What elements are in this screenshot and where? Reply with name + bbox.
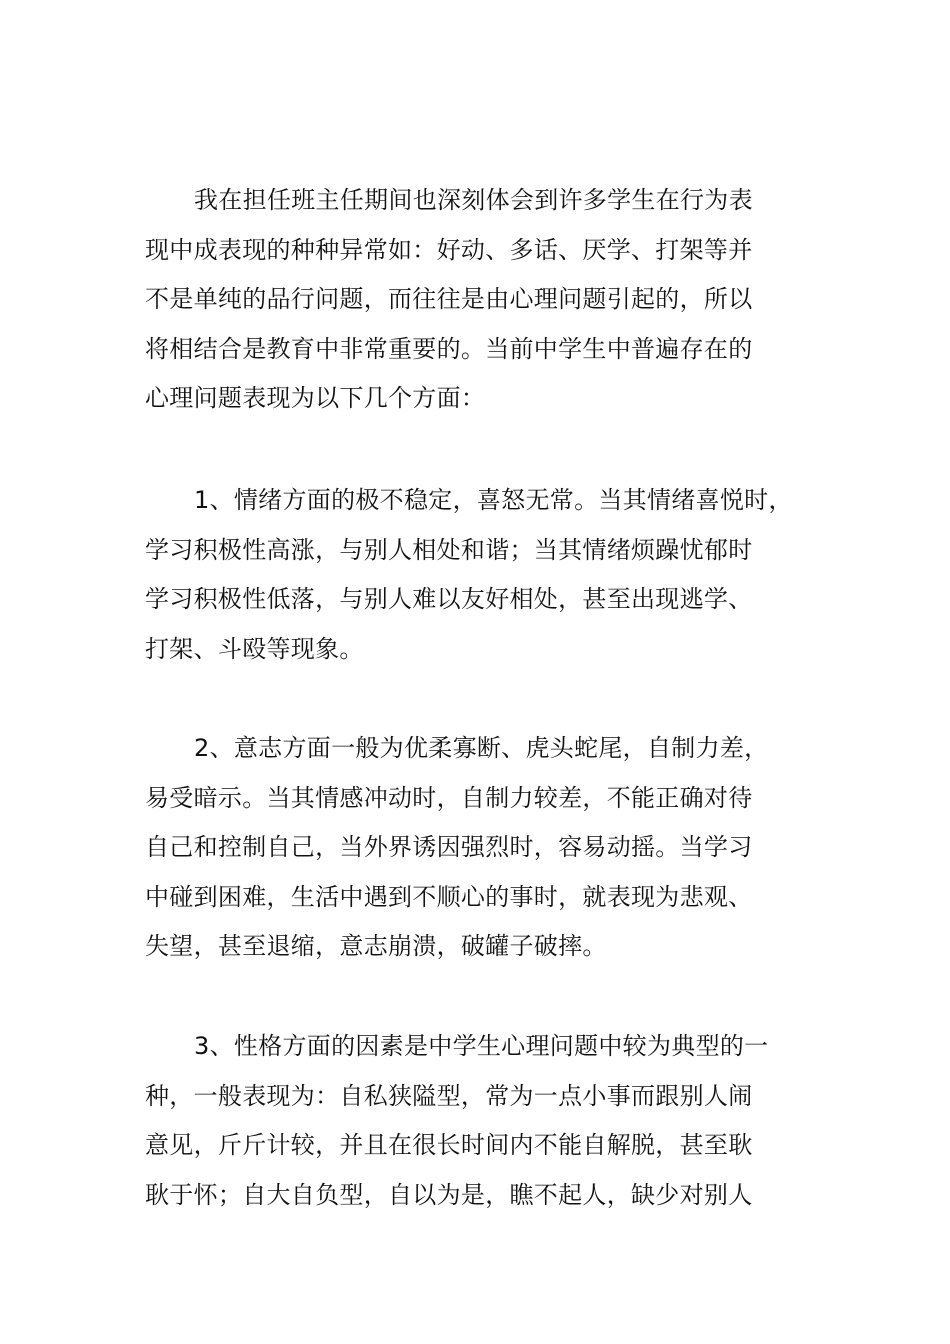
- text-line: 打架、斗殴等现象。: [145, 634, 364, 663]
- text-line: 学习积极性低落，与别人难以友好相处，甚至出现逃学、: [145, 585, 753, 613]
- text-line: 失望，甚至退缩，意志崩溃，破罐子破摔。: [145, 932, 607, 960]
- text-line: 意见，斤斤计较，并且在很长时间内不能自解脱，甚至耿: [145, 1131, 753, 1159]
- text-line: 自己和控制自己，当外界诱因强烈时，容易动摇。当学习: [145, 833, 753, 861]
- text-line: 不是单纯的品行问题，而往往是由心理问题引起的，所以: [145, 285, 753, 313]
- text-line: 现中成表现的种种异常如：好动、多话、厌学、打架等并: [145, 235, 753, 264]
- paragraph-intro: [145, 176, 835, 424]
- text-line: 我在担任班主任期间也深刻体会到许多学生在行为表: [194, 186, 753, 214]
- text-line: 易受暗示。当其情感冲动时，自制力较差，不能正确对待: [145, 783, 753, 812]
- text-line: 1、情绪方面的极不稳定，喜怒无常。当其情绪喜悦时，: [194, 486, 793, 514]
- paragraph-personality: [145, 1022, 835, 1220]
- text-line: 耿于怀；自大自负型，自以为是，瞧不起人，缺少对别人: [145, 1180, 753, 1209]
- text-line: 中碰到困难，生活中遇到不顺心的事时，就表现为悲观、: [145, 882, 753, 911]
- text-line: 2、意志方面一般为优柔寡断、虎头蛇尾，自制力差，: [194, 734, 769, 762]
- text-line: 心理问题表现为以下几个方面：: [145, 384, 486, 412]
- text-line: 学习积极性高涨，与别人相处和谐；当其情绪烦躁忧郁时: [145, 535, 753, 564]
- paragraph-will: [145, 724, 835, 972]
- text-line: 将相结合是教育中非常重要的。当前中学生中普遍存在的: [145, 334, 753, 363]
- text-line: 3、性格方面的因素是中学生心理问题中较为典型的一: [194, 1032, 769, 1060]
- text-line: 种，一般表现为：自私狭隘型，常为一点小事而跟别人闹: [145, 1081, 753, 1110]
- paragraph-emotion: [145, 476, 835, 674]
